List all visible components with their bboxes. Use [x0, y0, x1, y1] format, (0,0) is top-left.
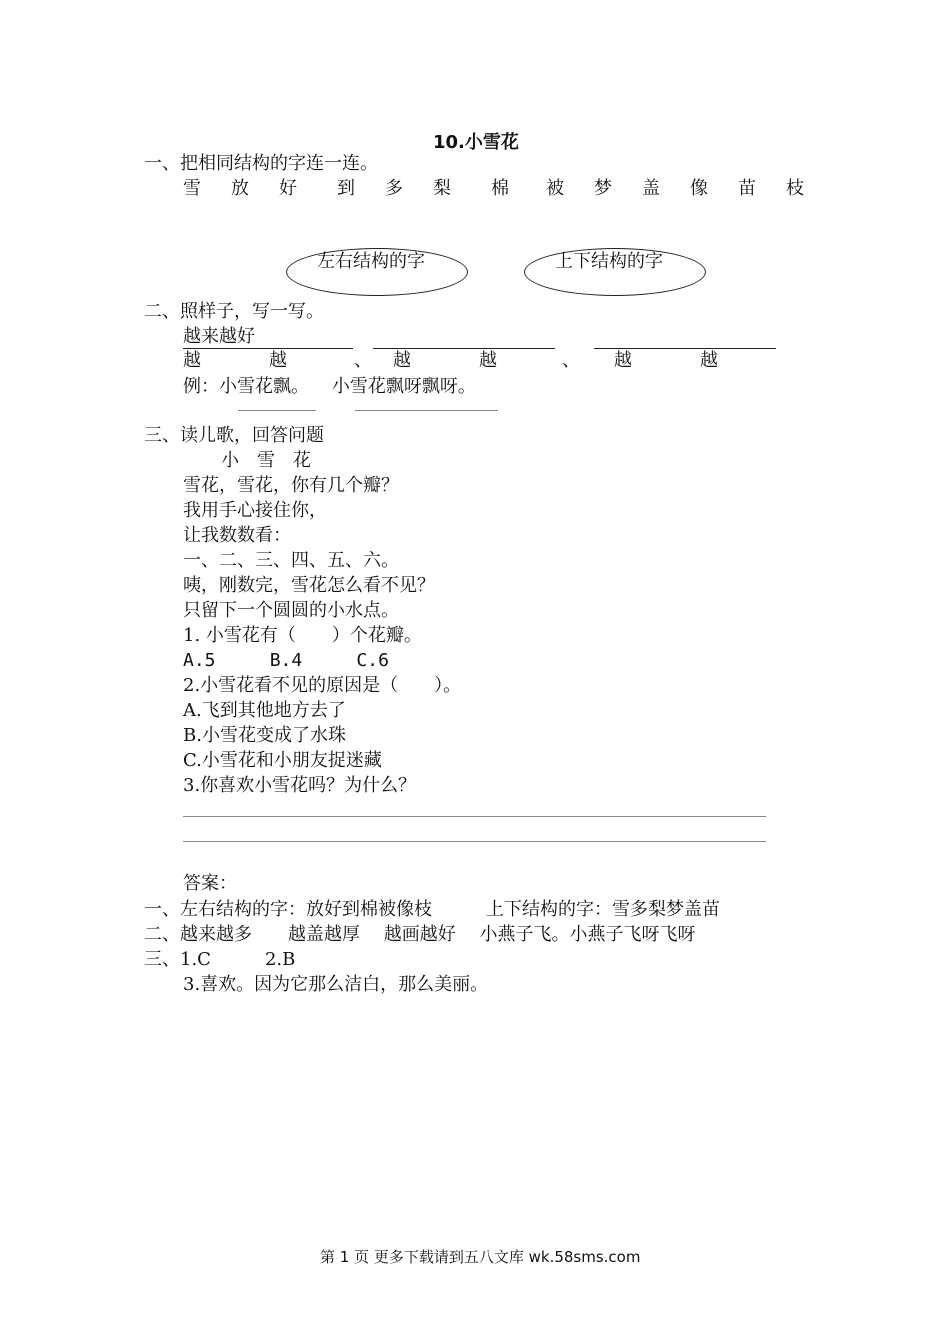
option-a: A.飞到其他地方去了: [183, 700, 346, 721]
blank-char: 越: [700, 350, 718, 371]
char-item: 好: [279, 178, 297, 199]
section1-heading: 一、把相同结构的字连一连。: [144, 153, 378, 174]
blank-char: 越: [479, 350, 497, 371]
char-item: 棉: [491, 178, 509, 199]
answer-line-3: 三、1.C 2.B: [144, 949, 296, 970]
char-item: 苗: [738, 178, 756, 199]
answer-line-2: 二、越来越多 越盖越厚 越画越好 小燕子飞。小燕子飞呀飞呀: [144, 924, 696, 945]
char-item: 到: [337, 178, 355, 199]
sample-phrase: 越来越好: [183, 326, 255, 347]
answer-line[interactable]: [183, 841, 766, 842]
poem-line: 一、二、三、四、五、六。: [183, 550, 399, 571]
separator: 、: [562, 350, 580, 371]
char-item: 多: [385, 178, 403, 199]
char-item: 梦: [594, 178, 612, 199]
char-item: 被: [546, 178, 564, 199]
page-footer: 第 1 页 更多下载请到五八文库 wk.58sms.com: [320, 1248, 641, 1266]
option-b: B.小雪花变成了水珠: [183, 725, 346, 746]
question-1-options: A.5 B.4 C.6: [183, 650, 389, 671]
blank-char: 越: [614, 350, 632, 371]
answer-line[interactable]: [238, 410, 316, 411]
poem-title: 小 雪 花: [221, 450, 311, 471]
char-item: 放: [231, 178, 249, 199]
char-item: 枝: [786, 178, 804, 199]
section3-heading: 三、读儿歌，回答问题: [144, 425, 324, 446]
oval-right-label: 上下结构的字: [555, 251, 663, 272]
blank-char: 越: [183, 350, 201, 371]
example-line: 例：小雪花飘。 小雪花飘呀飘呀。: [183, 376, 476, 397]
option-c: C.小雪花和小朋友捉迷藏: [183, 750, 382, 771]
answer-line-4: 3.喜欢。因为它那么洁白，那么美丽。: [183, 974, 489, 995]
poem-line: 雪花，雪花，你有几个瓣？: [183, 475, 399, 496]
char-item: 盖: [642, 178, 660, 199]
blank-char: 越: [393, 350, 411, 371]
char-item: 像: [690, 178, 708, 199]
poem-line: 让我数数看：: [183, 525, 291, 546]
page-title: 10.小雪花: [433, 132, 519, 153]
question-2: 2.小雪花看不见的原因是（ ）。: [183, 675, 462, 696]
char-item: 雪: [183, 178, 201, 199]
poem-line: 咦，刚数完，雪花怎么看不见？: [183, 575, 435, 596]
oval-left-label: 左右结构的字: [317, 251, 425, 272]
section2-heading: 二、照样子，写一写。: [144, 301, 324, 322]
question-3: 3.你喜欢小雪花吗？为什么？: [183, 775, 417, 796]
answer-line[interactable]: [183, 816, 766, 817]
answer-line[interactable]: [355, 410, 498, 411]
answers-heading: 答案：: [183, 873, 237, 894]
blank-char: 越: [269, 350, 287, 371]
question-1: 1. 小雪花有（ ）个花瓣。: [183, 625, 422, 646]
answer-line-1: 一、左右结构的字：放好到棉被像枝 上下结构的字：雪多梨梦盖苗: [144, 899, 720, 920]
poem-line: 只留下一个圆圆的小水点。: [183, 600, 399, 621]
blank-line[interactable]: [183, 348, 353, 349]
poem-line: 我用手心接住你，: [183, 500, 327, 521]
char-item: 梨: [433, 178, 451, 199]
separator: 、: [354, 350, 372, 371]
